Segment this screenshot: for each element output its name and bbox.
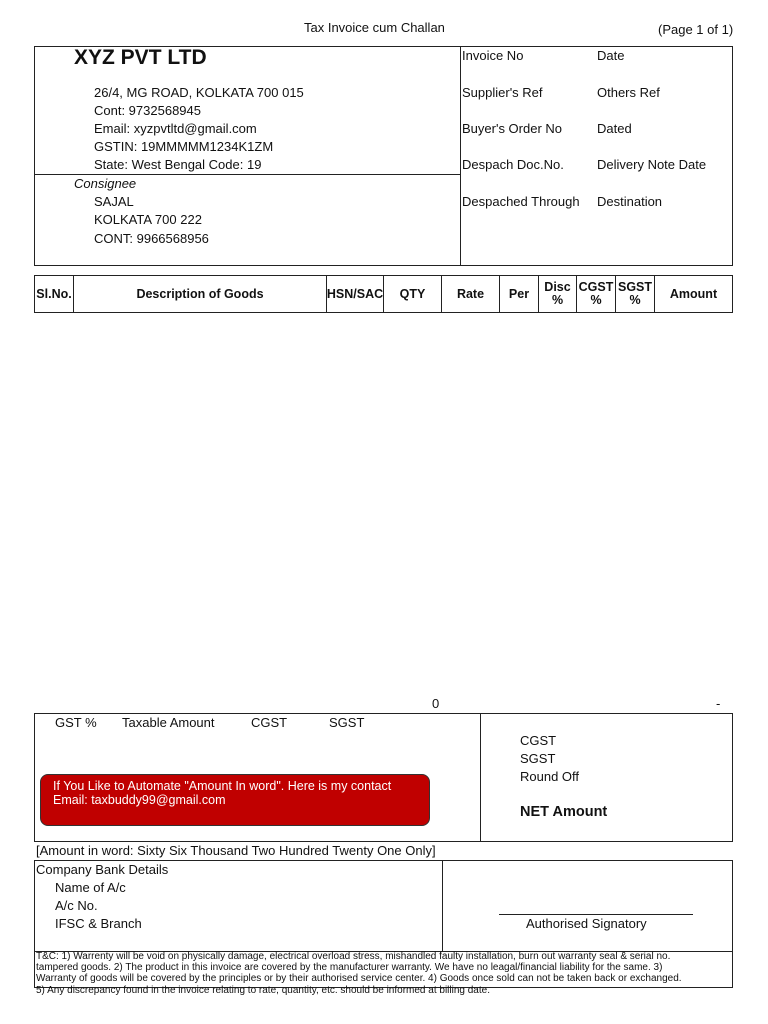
terms-line-1: T&C: 1) Warrenty will be void on physically damage, electrical overload stress, mishandled faulty installation, burn out warranty seal & serial no. xyxy=(36,951,671,962)
bank-name-label: Name of A/c xyxy=(55,880,126,895)
col-rate: Rate xyxy=(442,276,500,312)
tax-summary-divider xyxy=(480,714,481,841)
consignee-address: KOLKATA 700 222 xyxy=(94,212,202,227)
col-amount: Amount xyxy=(669,286,718,301)
items-table-header xyxy=(34,275,733,313)
signature-label: Authorised Signatory xyxy=(526,916,647,931)
buyers-order-label: Buyer's Order No xyxy=(462,121,563,136)
consignee-contact: CONT: 9966568956 xyxy=(94,231,209,246)
amount-total: - xyxy=(716,696,721,711)
qty-total: 0 xyxy=(432,696,440,711)
destination-label: Destination xyxy=(597,194,663,209)
suppliers-ref-label: Supplier's Ref xyxy=(462,85,543,100)
seller-gstin: GSTIN: 19MMMMM1234K1ZM xyxy=(94,139,274,154)
taxable-amount-header: Taxable Amount xyxy=(122,715,215,730)
col-qty: QTY xyxy=(384,276,442,312)
col-sl-no: Sl.No. xyxy=(35,276,74,312)
terms-line-4: 5) Any discrepancy found in the invoice relating to rate, quantity, etc. should be informed at billing date. xyxy=(36,984,490,996)
seller-address: 26/4, MG ROAD, KOLKATA 700 015 xyxy=(94,85,304,100)
despatch-doc-label: Despach Doc.No. xyxy=(462,157,564,172)
promo-note xyxy=(40,774,430,826)
round-off-label: Round Off xyxy=(520,769,580,784)
seller-name: XYZ PVT LTD xyxy=(74,46,207,69)
consignee-heading: Consignee xyxy=(74,176,137,191)
seller-state: State: West Bengal Code: 19 xyxy=(94,157,262,172)
sgst-total-label: SGST xyxy=(520,751,556,766)
consignee-divider xyxy=(35,174,460,175)
terms-line-3: Warranty of goods will be covered by the principles or by their authorised service center. 4) Goods once sold can not be taken back or exchanged. xyxy=(36,973,682,985)
bank-ifsc-label: IFSC & Branch xyxy=(55,916,142,931)
dated-label: Dated xyxy=(597,121,632,136)
terms-conditions xyxy=(36,951,732,996)
date-label: Date xyxy=(597,48,625,63)
consignee-name: SAJAL xyxy=(94,194,134,209)
header-divider xyxy=(460,47,461,265)
promo-note-line2: Email: taxbuddy99@gmail.com xyxy=(53,793,226,807)
invoice-no-label: Invoice No xyxy=(462,48,524,63)
page-indicator: (Page 1 of 1) xyxy=(658,22,734,37)
gst-percent-header: GST % xyxy=(55,715,97,730)
col-per: Per xyxy=(500,276,539,312)
despatched-through-label: Despached Through xyxy=(462,194,580,209)
terms-line-2: tampered goods. 2) The product in this invoice are covered by the manufacturer warranty. We have no leagal/financial liability for the same. 3) xyxy=(36,962,663,974)
bank-divider xyxy=(442,861,443,951)
cgst-total-label: CGST xyxy=(520,733,557,748)
col-disc: Disc % xyxy=(539,276,577,312)
others-ref-label: Others Ref xyxy=(597,85,660,100)
document-title: Tax Invoice cum Challan xyxy=(304,20,445,35)
seller-contact: Cont: 9732568945 xyxy=(94,103,201,118)
col-cgst: CGST % xyxy=(577,276,616,312)
signature-line xyxy=(499,914,693,915)
delivery-note-date-label: Delivery Note Date xyxy=(597,157,707,172)
col-description: Description of Goods xyxy=(74,276,327,312)
sgst-header: SGST xyxy=(329,715,365,730)
col-sgst: SGST % xyxy=(616,276,655,312)
col-hsn-sac: HSN/SAC xyxy=(327,276,384,312)
bank-account-label: A/c No. xyxy=(55,898,98,913)
net-amount-label: NET Amount xyxy=(520,804,608,820)
bank-heading: Company Bank Details xyxy=(36,862,169,877)
amount-in-words: [Amount in word: Sixty Six Thousand Two Hundred Twenty One Only] xyxy=(36,843,436,858)
seller-email: Email: xyzpvtltd@gmail.com xyxy=(94,121,257,136)
cgst-header: CGST xyxy=(251,715,288,730)
promo-note-line1: If You Like to Automate "Amount In word". Here is my contact xyxy=(53,779,392,793)
